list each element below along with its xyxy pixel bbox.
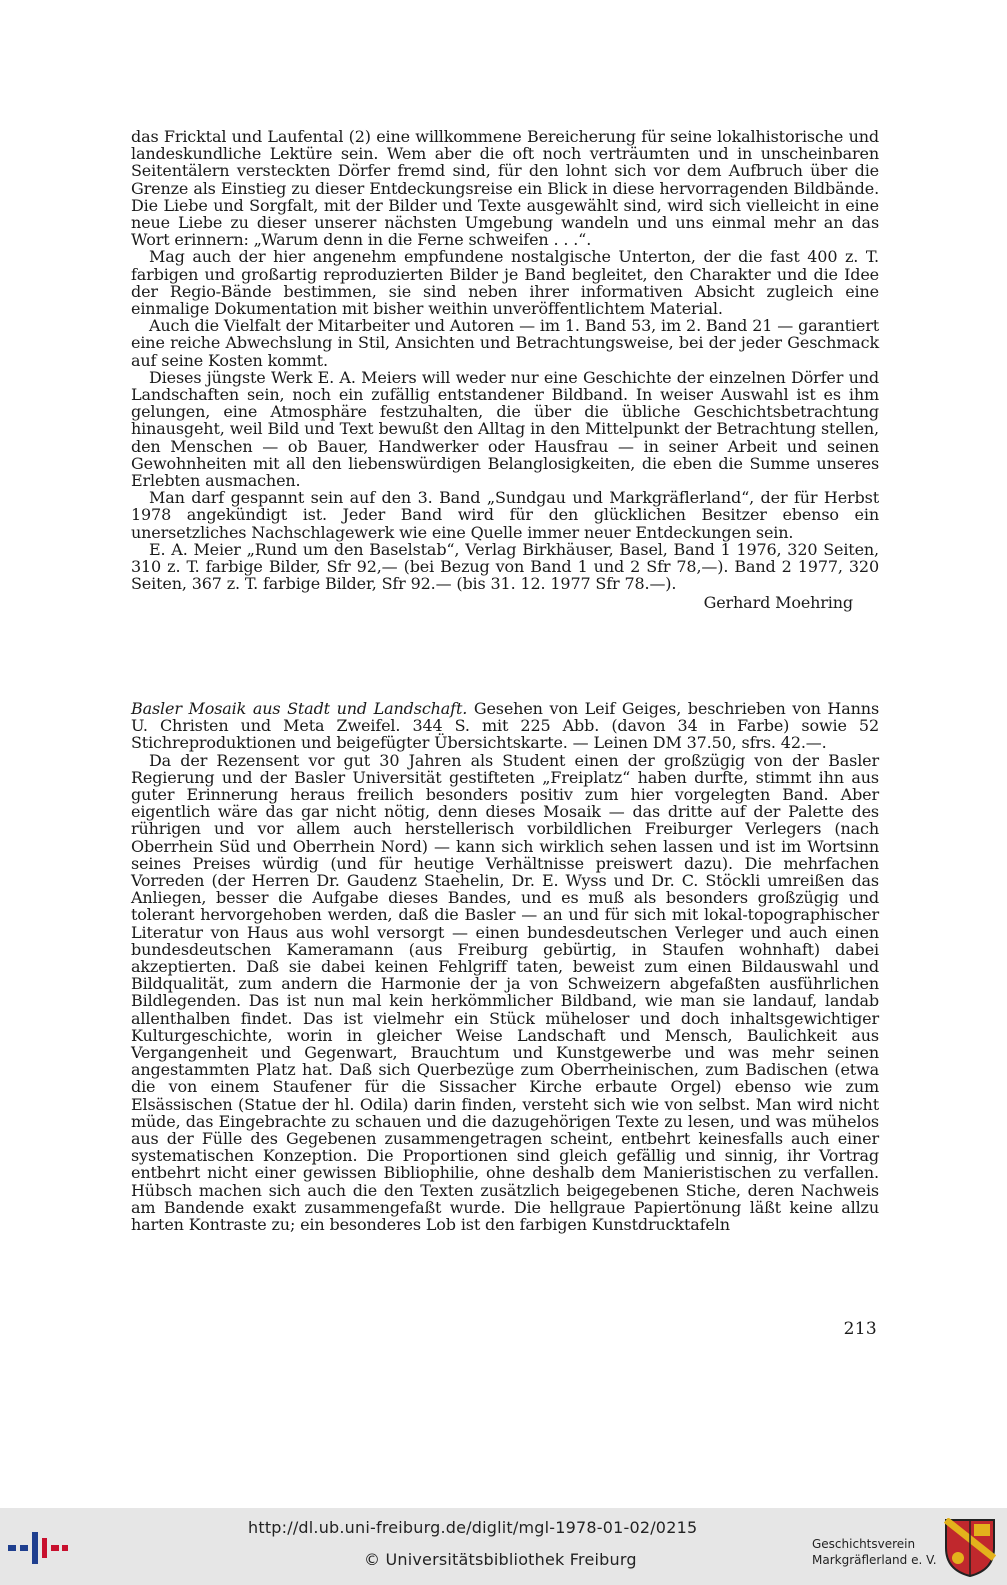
paragraph: Mag auch der hier angenehm empfundene nostalgische Unterton, der die fast 400 z. T. farbigen und großartig reproduzierten Bilder je Band begleitet, den Charakter und die Idee der Regio-Bände bestimmen, sie sind neben ihrer informativen Absicht zugleich eine einmalige Dokumentation mit bisher weithin unveröffentlichtem Material. bbox=[131, 247, 879, 319]
paragraph: Auch die Vielfalt der Mitarbeiter und Autoren — im 1. Band 53, im 2. Band 21 — garantiert eine reiche Abwechslung in Stil, Ansichten und Betrachtungsweise, bei der jeder Geschmack auf seine Kosten kommt. bbox=[131, 316, 879, 370]
paragraph: Dieses jüngste Werk E. A. Meiers will weder nur eine Geschichte der einzelnen Dörfer und Landschaften sein, noch ein zufällig entstandener Bildband. In weiser Auswahl ist es ihm gelungen, eine Atmosphäre festzuhalten, die über die übliche Geschichtsbetrachtung hinausgeht, weil Bild und Text bewußt den Alltag in den Mittelpunkt der Betrachtung stellen, den Menschen — ob Bauer, Handwerker oder Hausfrau — in seiner Arbeit und seinen Gewohnheiten mit all den liebenswürdigen Belanglosigkeiten, die eben die Summe unseres Erlebten ausmachen. bbox=[131, 367, 879, 491]
society-name bbox=[812, 1536, 937, 1568]
reviewer-signature: Gerhard Moehring bbox=[703, 593, 853, 613]
digital-library-footer bbox=[0, 1508, 1007, 1585]
book-title: Basler Mosaik aus Stadt und Landschaft. bbox=[131, 699, 468, 718]
page-number: 213 bbox=[843, 1319, 877, 1339]
review-basler-mosaik bbox=[131, 700, 879, 1233]
document-url-link[interactable]: http://dl.ub.uni-freiburg.de/diglit/mgl-1978-01-02/0215 bbox=[248, 1518, 698, 1537]
society-line-1: Geschichtsverein bbox=[812, 1537, 916, 1551]
paragraph: Man darf gespannt sein auf den 3. Band „Sundgau und Markgräflerland“, der für Herbst 1978 angekündigt ist. Jeder Band wird für den glücklichen Besitzer ebenso ein unersetzliches Nachschlagewerk wie eine Quelle immer neuer Entdeckungen sein. bbox=[131, 488, 879, 542]
bibliographic-note: E. A. Meier „Rund um den Baselstab“, Verlag Birkhäuser, Basel, Band 1 1976, 320 Seiten, 310 z. T. farbige Bilder, Sfr 92,— (bei Bezug von Band 1 und 2 Sfr 78,—). Band 2 1977, 320 Seiten, 367 z. T. farbige Bilder, Sfr 92.— (bis 31. 12. 1977 Sfr 78.—). bbox=[131, 539, 879, 594]
copyright-text: © Universitätsbibliothek Freiburg bbox=[364, 1550, 637, 1569]
society-line-2: Markgräflerland e. V. bbox=[812, 1553, 937, 1567]
review-heading bbox=[131, 700, 879, 752]
paragraph: Da der Rezensent vor gut 30 Jahren als Student einen der großzügig von der Basler Regierung und der Basler Universität gestifteten „Freiplatz“ haben durfte, stimmt ihn aus guter Erinnerung heraus freilich besonders positiv zum hier vorgelegten Band. Aber eigentlich wäre das gar nicht nötig, denn dieses Mosaik — das dritte auf der Palette des rührigen und vor allem auch herstellerisch vorbildlichen Freiburger Verlegers (nach Oberrhein Süd und Oberrhein Nord) — kann sich wirklich sehen lassen und ist im Wortsinn seines Preises würdig (und für heutige Verhältnisse preiswert dazu). Die mehrfachen Vorreden (der Herren Dr. Gaudenz Staehelin, Dr. E. Wyss und Dr. C. Stöckli umreißen das Anliegen, besser die Aufgabe dieses Bandes, und es muß als besonders großzügig und tolerant hervorgehoben werden, daß die Basler — an und für sich mit lokal-topographischer Literatur von Haus aus wohl versorgt — einen bundesdeutschen Verleger und auch einen bundesdeutschen Kameramann (aus Freiburg gebürtig, in Staufen wohnhaft) dabei akzeptierten. Daß sie dabei keinen Fehlgriff taten, beweist zum einen Bildauswahl und Bildqualität, zum andern die Harmonie der ja von Schweizern abgefaßten ausführlichen Bildlegenden. Das ist nun mal kein herkömmlicher Bildband, wie man sie landauf, landab allenthalben findet. Das ist vielmehr ein Stück müheloser und doch inhaltsgewichtiger Kulturgeschichte, worin in gleicher Weise Landschaft und Mensch, Baulichkeit aus Vergangenheit und Gegenwart, Brauchtum und Kunstgewerbe und was mehr seinen angestammten Platz hat. Daß sich Querbezüge zum Oberrheinischen, zum Badischen (etwa die von einem Staufener für die Sissacher Kirche erbaute Orgel) ebenso wie zum Elsässischen (Statue der hl. Odila) darin finden, versteht sich wie von selbst. Man wird nicht müde, das Eingebrachte zu schauen und die dazugehörigen Texte zu lesen, und was mühelos aus der Fülle des Gegebenen zusammengetragen scheint, entbehrt keinesfalls auch einer systematischen Konzeption. Die Proportionen sind gleich gefällig und sinnig, ihr Vortrag entbehrt nicht einer gewissen Bibliophilie, ohne deshalb dem Manieristischen zu verfallen. Hübsch machen sich auch die den Texten zusätzlich beigegebenen Stiche, deren Nachweis am Bandende exakt zusammengefaßt wurde. Die hellgraue Papiertönung läßt keine allzu harten Kontraste zu; ein besonderes Lob ist den farbigen Kunstdrucktafeln bbox=[131, 750, 879, 1235]
book-details: Gesehen von Leif Geiges, beschrieben von Hanns U. Christen und Meta Zweifel. 344 S. mit 225 Abb. (davon 34 in Farbe) sowie 52 Stichreproduktionen und beigefügter Übersichtskarte. — Leinen DM 37.50, sfrs. 42.—. bbox=[131, 699, 879, 753]
review-rund-um-den-baselstab bbox=[131, 128, 879, 612]
coat-of-arms-icon bbox=[944, 1518, 996, 1578]
ub-freiburg-logo-icon bbox=[8, 1528, 68, 1568]
paragraph: das Fricktal und Laufental (2) eine willkommene Bereicherung für seine lokalhistorische und landeskundliche Lektüre sein. Wem aber die oft noch verträumten und in unscheinbaren Seitentälern versteckten Dörfer fremd sind, für den lohnt sich vor dem Aufbruch über die Grenze als Einstieg zu dieser Entdeckungsreise ein Blick in diese hervorragenden Bildbände. Die Liebe und Sorgfalt, mit der Bilder und Texte ausgewählt sind, wird sich vielleicht in eine neue Liebe zu dieser unserer nächsten Umgebung wandeln und uns einmal mehr an das Wort erinnern: „Warum denn in die Ferne schweifen . . .“. bbox=[131, 127, 879, 250]
